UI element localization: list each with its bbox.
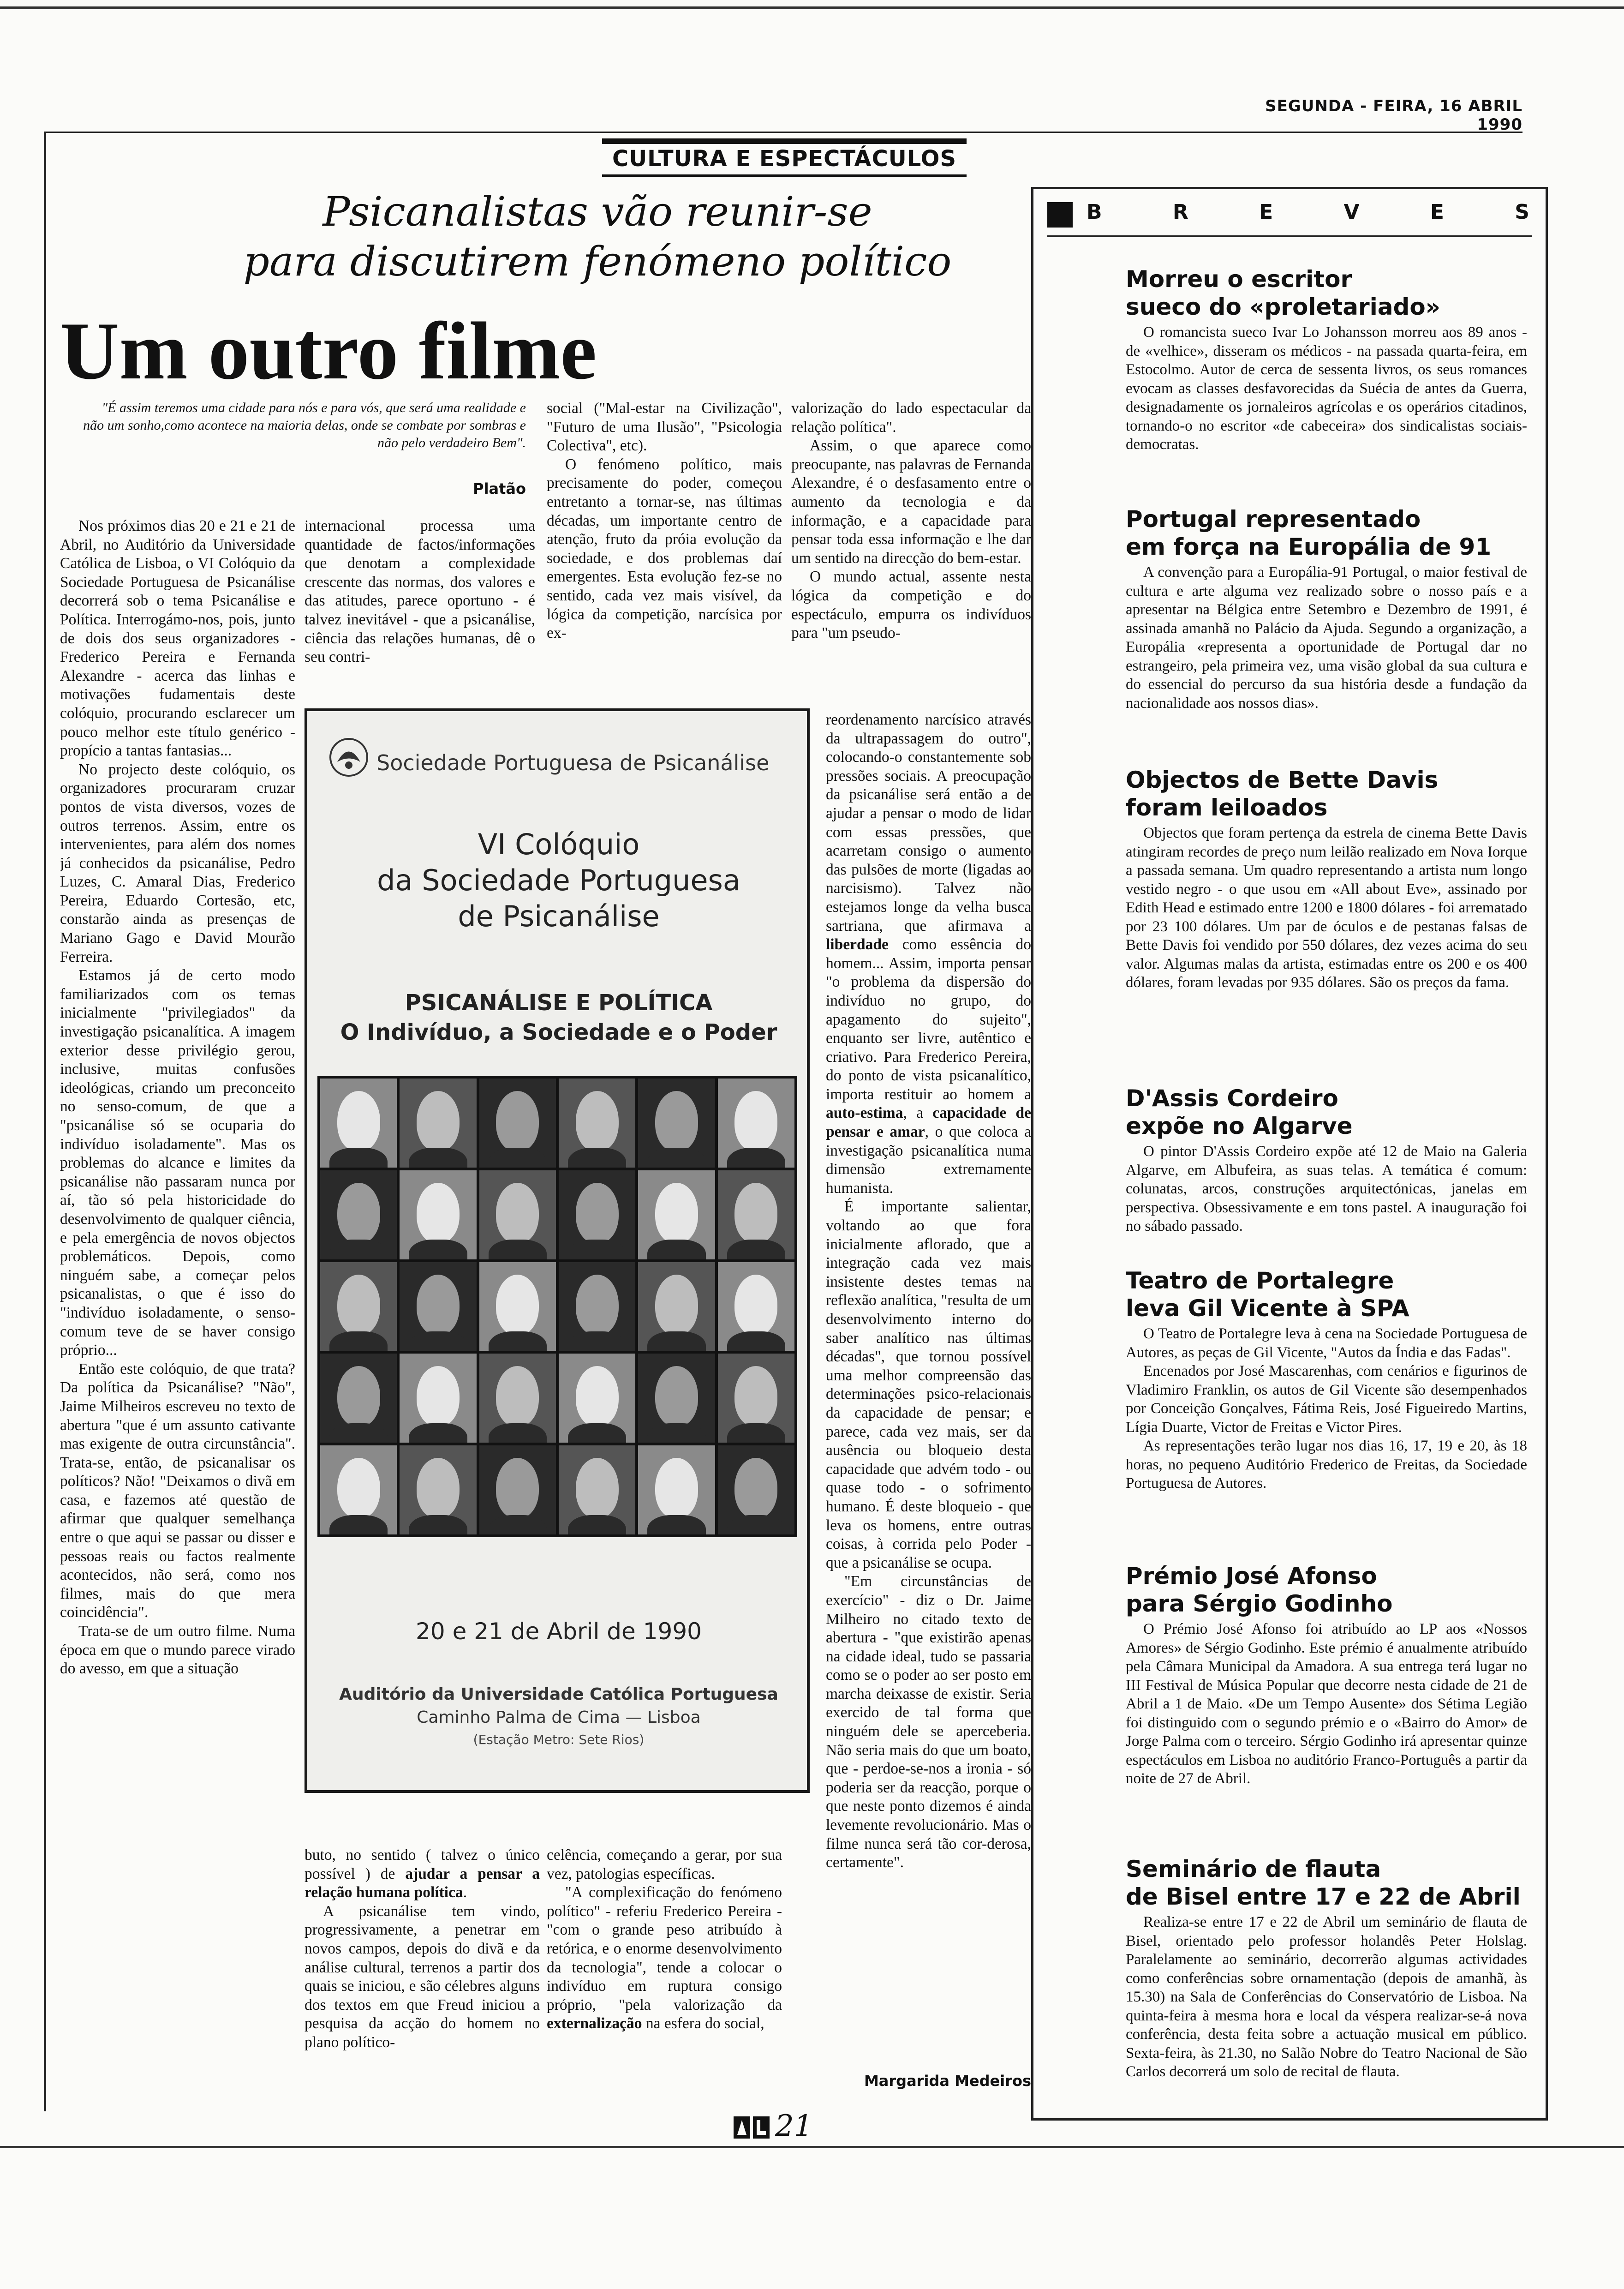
brief-title — [1126, 1085, 1541, 1140]
article-paragraph: valorização do lado espectacular da relação política". — [791, 400, 1031, 436]
breves-letter: R — [1172, 200, 1188, 224]
portrait-image — [718, 1079, 794, 1168]
brief-title-line: em força na Europália de 91 — [1126, 533, 1492, 560]
page-number: 21 — [775, 2109, 813, 2143]
portrait-image — [400, 1170, 476, 1259]
article-paragraph: No projecto deste colóquio, os organizadores procuraram cruzar pontos de vista diversos, vozes de outros terrenos. Assim, entre os intervenientes, para além dos nomes já conhecidos da psicanálise, Pedro Luzes, C. Amaral Dias, Frederico Pereira, Eduardo Cortesão, etc, constarão ainda as presenças de Mariano Gago e David Mourão Ferreira. — [60, 761, 295, 965]
poster-address: Caminho Palma de Cima — Lisboa — [417, 1708, 701, 1727]
article-paragraph: A psicanálise tem vindo, progressivamente, a penetrar em novos campos, depois do divã e da análise cultural, terrenos a partir dos quais se iniciou, e são célebres alguns dos textos em que Freud iniciou a pesquisa da acção do homem no plano político- — [304, 1902, 540, 2051]
article-paragraph — [826, 711, 1031, 1198]
article-text: na esfera do social, — [645, 2015, 764, 2032]
article-paragraph: internacional processa uma quantidade de factos/informações que denotam a complexidade crescente das normas, dos valores e das atitudes, parece oportuno - é talvez inevitável - que a psicanálise, ciência das relações humanas, dê o seu contri- — [304, 517, 535, 666]
portrait-collage — [317, 1076, 797, 1537]
article-text: , a — [903, 1104, 923, 1122]
society-logo-icon — [328, 737, 370, 778]
brief-title-line: expõe no Algarve — [1126, 1113, 1353, 1139]
brief-title-line: D'Assis Cordeiro — [1126, 1085, 1338, 1112]
brief-title — [1126, 505, 1541, 561]
portrait-image — [718, 1170, 794, 1259]
poster-title-line: de Psicanálise — [458, 899, 660, 933]
brief-body: O Prémio José Afonso foi atribuído ao LP aos «Nossos Amores» de Sérgio Godinho. Este prémio é anualmente atribuído pela Câmara Municipal da Amadora. A sua entrega terá lugar no III Festival de Música Popular que decorre nesta cidade de 21 de Abril a 1 de Maio. «De um Tempo Ausente» dos Sétima Legião foi distinguido com o segundo prémio e o «Bairro do Amor» de Jorge Palma com o terceiro. Sérgio Godinho irá apresentar quinze espectáculos em Lisboa no auditório Franco-Português a partir da noite de 27 de Abril. — [1126, 1621, 1527, 1787]
article-column-3-top — [547, 399, 782, 699]
article-column-1 — [60, 517, 295, 2077]
breves-square-icon — [1047, 202, 1073, 228]
portrait-image — [320, 1262, 397, 1351]
article-column-3-bottom — [547, 1846, 782, 2104]
brief-title-line: Portugal representado — [1126, 506, 1421, 533]
portrait-image — [638, 1079, 715, 1168]
brief-paragraph: Encenados por José Mascarenhas, com cenários e figurinos de Vladimiro Franklin, os autos de Gil Vicente são desempenhados por Conceição Gonçalves, Fátima Reis, José Figueiredo Martins, Lígia Duarte, Victor de Freitas e Victor Pires. — [1126, 1363, 1527, 1436]
article-paragraph: "Em circunstâncias de exercício" - diz o Dr. Jaime Milheiro no citado texto de abertura - "que existirão apenas na cidade ideal, tudo se passaria como se o poder ao ser posto em marcha deixasse de existir. Seria exercido de tal forma que ninguém dele se aperceberia. Não seria mais do que um boato, que - perdoe-se-nos a ironia - só poderia ser da reacção, porque o que neste ponto dizemos é ainda levemente revolucionário. Mas o filme nunca será tão cor-derosa, certamente". — [826, 1573, 1031, 1871]
article-text: reordenamento narcísico através da ultrapassagem do outro", colocando-o constantemente sob pressões sociais. A preocupação da psicanálise será então a de ajudar a pensar o modo de lidar com essas pressões, que acarretam consigo o aumento das pulsões de morte (ligadas ao narcisismo). Talvez não estejamos longe da velha busca sartriana, que afirmava a — [826, 711, 1031, 935]
emphasis-text: liberdade — [826, 936, 889, 953]
portrait-image — [320, 1079, 397, 1168]
portrait-image — [320, 1445, 397, 1534]
article-paragraph: celência, começando a gerar, por sua vez, patologias específicas. — [547, 1846, 782, 1882]
section-header: CULTURA E ESPECTÁCULOS — [602, 138, 967, 177]
brief-title-line: Prémio José Afonso — [1126, 1563, 1377, 1589]
breves-letter: E — [1430, 200, 1444, 224]
emphasis-text: ajudar a pensar a relação humana política — [304, 1865, 540, 1901]
portrait-image — [718, 1445, 794, 1534]
article-column-4-top — [791, 399, 1031, 713]
portrait-image — [559, 1170, 635, 1259]
brief-body — [1126, 1324, 1527, 1493]
poster-venue: Auditório da Universidade Católica Portuguesa — [339, 1685, 778, 1704]
article-paragraph: O fenómeno político, mais precisamente do poder, começou entretanto a tornar-se, nas últimas décadas, um importante centro de atenção, fruto da próia evolução da sociedade, e dos problemas daí emergentes. Esta evolução fez-se no sentido, cada vez mais visível, da lógica da competição, narcísica por ex- — [547, 455, 782, 642]
brief-body: O romancista sueco Ivar Lo Johansson morreu aos 89 anos - de «velhice», disseram os médicos - na passada quarta-feira, em Estocolmo. Autor de cerca de sessenta livros, os seus romances evocam as classes desfavorecidas da Suécia de antes da Guerra, designadamente os jornaleiros agrícolas e os operários citadinos, tornando-o no escritor «de cabeceira» dos sindicalistas sociais-democratas. — [1126, 324, 1527, 453]
emphasis-text: externalização — [547, 2015, 642, 2032]
portrait-image — [320, 1170, 397, 1259]
breves-letter: E — [1259, 200, 1273, 224]
article-paragraph: social ("Mal-estar na Civilização", "Futuro de uma Ilusão", "Psicologia Colectiva", etc). — [547, 400, 782, 455]
byline: Margarida Medeiros — [864, 2072, 1031, 2090]
portrait-image — [638, 1445, 715, 1534]
poster-society-name: Sociedade Portuguesa de Psicanálise — [376, 750, 770, 775]
poster-date: 20 e 21 de Abril de 1990 — [416, 1618, 702, 1645]
brief-title-line: Objectos de Bette Davis — [1126, 767, 1439, 793]
breves-letter: S — [1515, 200, 1529, 224]
poster-title-line: da Sociedade Portuguesa — [377, 863, 740, 897]
breves-rule — [1047, 235, 1532, 237]
brief-title — [1126, 1855, 1541, 1911]
article-paragraph: É importante salientar, voltando ao que fora inicialmente aflorado, que a integração cada vez mais insistente destes temas na reflexão analítica, "resulta de um desenvolvimento interno do saber analítico nas últimas décadas", que tornou possível uma melhor compreensão das determinações psico-relacionais da capacidade de pensar; e parece, cada vez mais, ser da ausência ou bloqueio desta capacidade que advém todo - ou quase todo - o sofrimento humano. É deste bloqueio - que leva os homens, entre outras coisas, à corrida pelo Poder - que a psicanálise se ocupa. — [826, 1198, 1031, 1571]
brief-paragraph: O Teatro de Portalegre leva à cena na Sociedade Portuguesa de Autores, as peças de Gil Vicente, "Autos da Índia e das Fadas". — [1126, 1325, 1527, 1361]
dateline: SEGUNDA - FEIRA, 16 ABRIL 1990 — [1265, 97, 1522, 134]
kicker — [189, 187, 1006, 287]
brief-body: A convenção para a Europália-91 Portugal, o maior festival de cultura e arte alguma vez realizado sobre o nosso país e a apresentar na Bélgica entre Setembro e Dezembro de 1991, é assinada amanhã no Palácio da Ajuda. Segundo a organização, a Europália «representa a oportunidade de Portugal dar no estrangeiro, pela primeira vez, uma visão global da sua cultura e do essencial do percurso da sua história desde a fundação da nacionalidade aos nossos dias». — [1126, 564, 1527, 712]
bottom-rule — [0, 2146, 1624, 2148]
emphasis-text: capacidade de pensar e amar — [826, 1104, 1031, 1141]
article-paragraph: O mundo actual, assente nesta lógica da competição e do espectáculo, empurra os indivíduos para "um pseudo- — [791, 568, 1031, 642]
portrait-image — [559, 1445, 635, 1534]
brief-title-line: Morreu o escritor — [1126, 266, 1352, 293]
article-paragraph: Nos próximos dias 20 e 21 e 21 de Abril, no Auditório da Universidade Católica de Lisboa, o VI Colóquio da Sociedade Portuguesa de Psicanálise decorrerá sob o tema Psicanálise e Política. Interrogámo-nos, pois, junto de dois dos seus organizadores - Frederico Pereira e Fernanda Alexandre - acerca das linhas e motivações fudamentais deste colóquio, procurando esclarecer um pouco melhor este título genérico - propício a tantas fantasias... — [60, 517, 295, 760]
brief-title-line: sueco do «proletariado» — [1126, 294, 1440, 320]
article-paragraph: Estamos já de certo modo familiarizados com os temas inicialmente "privilegiados" da investigação psicanalítica. A imagem exterior desse privilégio gerou, inclusive, muitas confusões ideológicas, criando um preconceito no senso-comum, de que a "psicanálise só se ocuparia do indivíduo isoladamente". Mas os problemas do alcance e limites da psicanálise não passaram nunca por aí, tão só pela historicidade do desenvolvimento de qualquer ciência, e pela emergência de novos objectos problemáticos. Depois, como ninguém sabe, a começar pelos psicanalistas, o que é isso do "indivíduo isoladamente, o senso-comum teve de se haver consigo próprio... — [60, 967, 295, 1359]
portrait-image — [400, 1445, 476, 1534]
colloquium-poster — [304, 708, 810, 1793]
top-rule — [0, 6, 1624, 9]
kicker-line-2: para discutirem fenómeno político — [243, 238, 952, 285]
portrait-image — [559, 1354, 635, 1443]
poster-metro: (Estação Metro: Sete Rios) — [473, 1732, 645, 1747]
portrait-image — [479, 1354, 556, 1443]
portrait-image — [400, 1262, 476, 1351]
article-text: como essência do homem... Assim, importa pensar "o problema da dispersão do indivíduo no grupo, do apagamento do sujeito", enquanto ser livre, autêntico e criativo. Para Frederico Pereira, do ponto de vista psicanalítico, importa restituir ao homem a — [826, 936, 1031, 1103]
brief-title — [1126, 1562, 1541, 1618]
brief-title — [1126, 1267, 1541, 1322]
portrait-image — [320, 1354, 397, 1443]
brief-body: O pintor D'Assis Cordeiro expõe até 12 de Maio na Galeria Algarve, em Albufeira, as suas telas. A temática é comum: colunatas, arcos, construções arquitectónicas, janelas em perspectiva. Obsessivamente e em tons pastel. A inauguração foi no sábado passado. — [1126, 1143, 1527, 1234]
headline: Um outro filme — [60, 305, 597, 396]
portrait-image — [479, 1079, 556, 1168]
portrait-image — [638, 1262, 715, 1351]
portrait-image — [400, 1354, 476, 1443]
portrait-image — [718, 1354, 794, 1443]
portrait-image — [559, 1262, 635, 1351]
article-text: "A complexificação do fenómeno político" - referiu Frederico Pereira - "com o grande peso atribuído à retórica, e o enorme desenvolvimento da tecnologia", tende a colocar o indivíduo em ruptura consigo próprio, "pela valorização da — [547, 1884, 782, 2013]
poster-theme-line: O Indivíduo, a Sociedade e o Poder — [340, 1019, 777, 1045]
poster-theme — [326, 988, 792, 1047]
brief-title-line: para Sérgio Godinho — [1126, 1590, 1393, 1617]
epigraph-author: Platão — [473, 480, 526, 497]
article-paragraph — [304, 1846, 540, 1902]
article-paragraph: Assim, o que aparece como preocupante, nas palavras de Fernanda Alexandre, é o desfasamento entre o aumento da tecnologia e da informação, e a capacidade para pensar toda essa informação e lhe dar um sentido na direcção do bem-estar. — [791, 437, 1031, 567]
brief-title — [1126, 766, 1541, 821]
brief-title-line: Seminário de flauta — [1126, 1856, 1381, 1882]
breves-label — [1087, 200, 1529, 224]
article-text: buto, no sentido ( talvez o único possível ) de — [304, 1846, 540, 1882]
brief-title — [1126, 265, 1541, 321]
article-column-2-bottom — [304, 1846, 540, 2104]
breves-letter: B — [1087, 200, 1102, 224]
portrait-image — [479, 1445, 556, 1534]
portrait-image — [559, 1079, 635, 1168]
brief-body: Objectos que foram pertença da estrela de cinema Bette Davis atingiram recordes de preço num leilão realizado em Nova Iorque a passada semana. Um quadro representando a artista num longo vestido negro - o que usou em «All about Eve», assinado por Edith Head e estimado entre 1200 e 1800 dólares - foi arrematado por 23 100 dólares. Um par de óculos e de pestanas falsas de Bette Davis foi vendido por 550 dólares, dez vezes acima do seu valor. Algumas malas da artista, estimadas entre os 200 e os 400 dólares, foram levadas por 935 dólares. São os preços da fama. — [1126, 825, 1527, 991]
epigraph: "É assim teremos uma cidade para nós e para vós, que será uma realidade e não um sonho,como acontece na maioria delas, onde se combate por sombras e não pelo verdadeiro Bem". — [83, 400, 526, 450]
portrait-image — [479, 1262, 556, 1351]
brief-title-line: de Bisel entre 17 e 22 de Abril — [1126, 1883, 1521, 1910]
portrait-image — [479, 1170, 556, 1259]
article-text: . — [463, 1884, 467, 1901]
portrait-image — [638, 1170, 715, 1259]
brief-title-line: foram leiloados — [1126, 794, 1328, 821]
poster-theme-line: PSICANÁLISE E POLÍTICA — [405, 990, 713, 1016]
article-paragraph: Então este colóquio, de que trata? Da política da Psicanálise? "Não", Jaime Milheiros escreveu no texto de abertura "que é um assunto cativante mas exigente de outra circunstância". Trata-se, então, de psicanalisar os políticos? Não! "Deixamos o divã em casa, e fazemos até questão de afirmar que qualquer semelhança entre o que aqui se passar ou disser e pessoas reais ou factos realmente acontecidos, não será, como nos filmes, mais do que mera coincidência". — [60, 1360, 295, 1621]
poster-title-line: VI Colóquio — [478, 827, 640, 861]
brief-paragraph: As representações terão lugar nos dias 16, 17, 19 e 20, às 18 horas, no pequeno Auditório Frederico de Freitas, da Sociedade Portuguesa de Autores. — [1126, 1438, 1527, 1492]
article-column-4-right — [826, 711, 1031, 2067]
kicker-line-1: Psicanalistas vão reunir-se — [322, 188, 872, 235]
poster-title — [326, 827, 792, 935]
portrait-image — [638, 1354, 715, 1443]
breves-letter: V — [1343, 200, 1360, 224]
article-text: , o que coloca a investigação psicanalítica numa dimensão extremamente humanista. — [826, 1123, 1031, 1197]
brief-title-line: leva Gil Vicente à SPA — [1126, 1295, 1409, 1322]
brief-title-line: Teatro de Portalegre — [1126, 1267, 1394, 1294]
portrait-image — [718, 1262, 794, 1351]
article-column-2-top — [304, 517, 535, 701]
breves-header — [1047, 198, 1532, 231]
newspaper-logo-icon — [734, 2114, 770, 2141]
article-paragraph: Trata-se de um outro filme. Numa época em que o mundo parece virado do avesso, em que a situação — [60, 1623, 295, 1678]
article-paragraph — [547, 1883, 782, 2033]
emphasis-text: auto-estima — [826, 1104, 903, 1122]
brief-body: Realiza-se entre 17 e 22 de Abril um seminário de flauta de Bisel, orientado pelo professor holandês Peter Holslag. Paralelamente ao seminário, decorrerão algumas actividades como conferências sobre ornamentação (depois de amanhã, às 15.30) na Sala de Conferências do Conservatório de Lisboa. Na quinta-feira à mesma hora e local da véspera realizar-se-á nova conferência, desta feita sobre a actuação musical em público. Sexta-feira, às 21.30, no Salão Nobre do Teatro Nacional de São Carlos decorrerá um solo de recital de flauta. — [1126, 1914, 1527, 2080]
portrait-image — [400, 1079, 476, 1168]
